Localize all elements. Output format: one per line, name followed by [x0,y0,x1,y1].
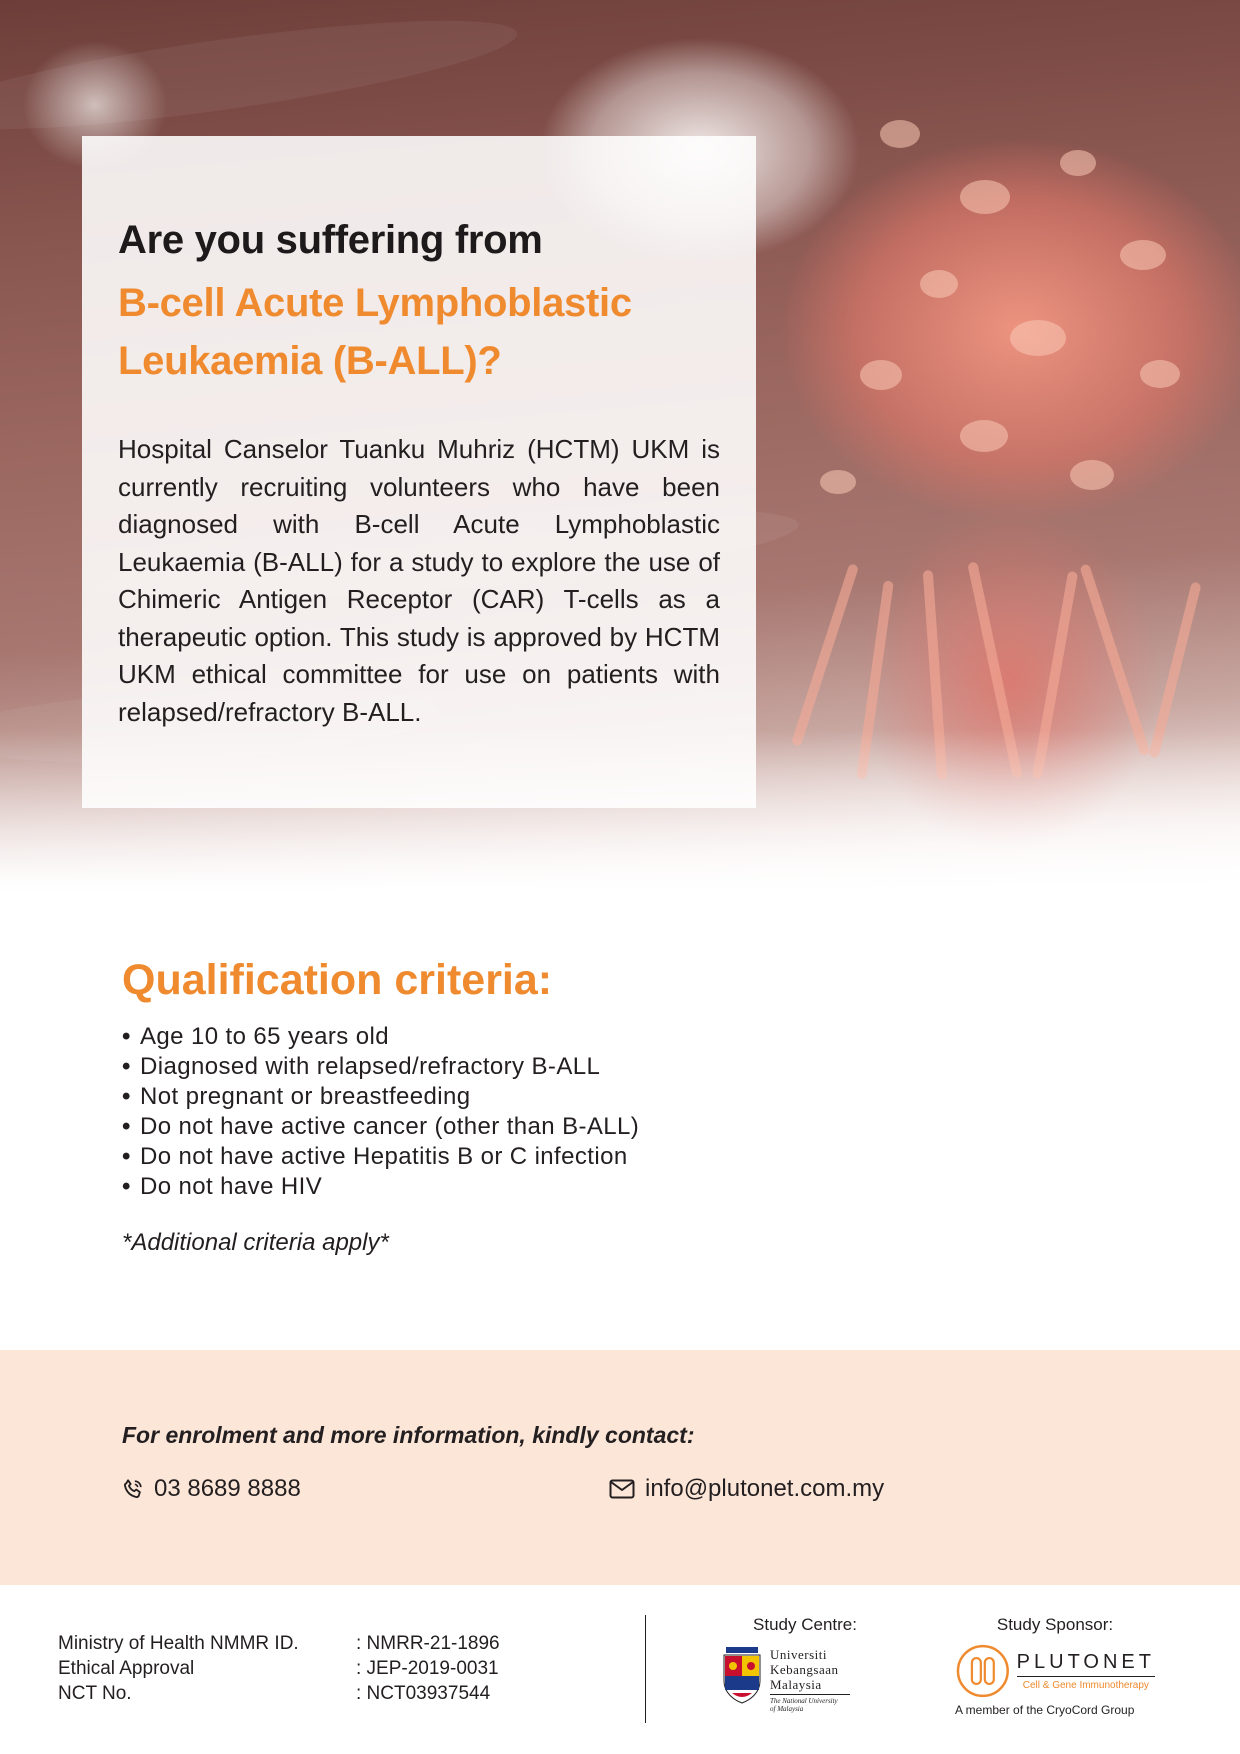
hero-question: Are you suffering from [118,218,543,262]
study-centre-label: Study Centre: [753,1615,857,1634]
phone-contact[interactable] [122,1475,301,1503]
table-row: NCT No. : NCT03937544 [58,1683,491,1704]
plutonet-mark-icon [955,1643,1011,1699]
sponsor-name: PLUTONET [1017,1651,1155,1677]
table-row: Ministry of Health NMMR ID. : NMRR-21-1896 [58,1633,500,1654]
ukm-crest-icon [720,1647,764,1705]
hero-condition: B-cell Acute Lymphoblastic Leukaemia (B-ALL)? [118,281,632,383]
sponsor-tagline: Cell & Gene Immunotherapy [1022,1680,1149,1691]
footer-divider [645,1615,646,1723]
plutonet-logo [955,1643,1155,1699]
study-sponsor [955,1615,1155,1717]
list-item: • Age 10 to 65 years old [122,1023,389,1050]
email-contact[interactable] [609,1475,884,1503]
table-row: Ethical Approval : JEP-2019-0031 [58,1658,499,1679]
criteria-list [122,1022,1022,1202]
footer [0,1585,1240,1754]
study-centre [720,1615,890,1713]
contact-band [0,1350,1240,1585]
phone-number: 03 8689 8888 [154,1475,301,1502]
criteria-note: *Additional criteria apply* [122,1229,389,1256]
mail-icon [609,1479,635,1499]
list-item: • Do not have HIV [122,1173,323,1200]
hero-text-card [82,136,756,808]
list-item: • Do not have active Hepatitis B or C infection [122,1143,628,1170]
list-item: • Do not have active cancer (other than B-ALL) [122,1113,640,1140]
email-address: info@plutonet.com.my [645,1475,885,1502]
study-sponsor-label: Study Sponsor: [996,1615,1114,1634]
qualification-criteria [122,950,1022,1257]
hero-description: Hospital Canselor Tuanku Muhriz (HCTM) UKM is currently recruiting volunteers who have been diagnosed with B-cell Acute Lymphoblastic Leukaemia (B-ALL) for a study to explore the use of Chimeric Antigen Receptor (CAR) T-cells as a therapeutic option. This study is approved by HCTM UKM ethical committee for use on patients with relapsed/refractory B-ALL. [118,434,720,727]
criteria-heading: Qualification criteria: [122,956,553,1004]
ukm-logo: Universiti Kebangsaan Malaysia The National University of Malaysia [720,1647,890,1713]
contact-lead: For enrolment and more information, kindly contact: [122,1422,695,1448]
phone-icon [122,1478,144,1500]
registration-details [58,1631,500,1706]
list-item: • Diagnosed with relapsed/refractory B-ALL [122,1053,601,1080]
sponsor-member-note: A member of the CryoCord Group [955,1703,1135,1717]
list-item: • Not pregnant or breastfeeding [122,1083,471,1110]
